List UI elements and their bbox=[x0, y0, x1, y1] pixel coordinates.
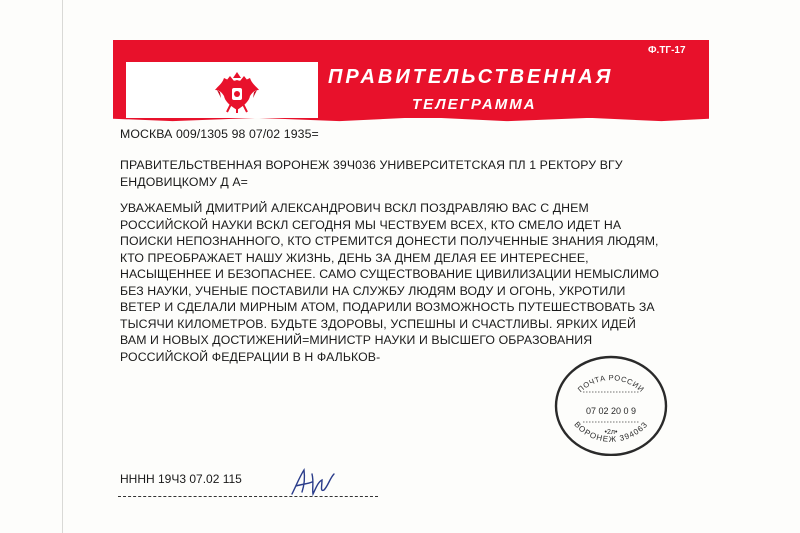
stamp-office: •2л• bbox=[604, 429, 618, 436]
stamp-date: 07 02 20 0 9 bbox=[585, 406, 637, 416]
stamp-bottom-text: ВОРОНЕЖ 394063 bbox=[572, 419, 650, 444]
sheet-edge bbox=[62, 0, 63, 533]
svg-text:ПОЧТА РОССИИ bbox=[576, 373, 646, 394]
post-office-stamp bbox=[553, 352, 669, 456]
telegram-title: ПРАВИТЕЛЬСТВЕННАЯ bbox=[328, 66, 614, 88]
telegram-footer-code: НННН 19Ч3 07.02 115 bbox=[120, 472, 242, 486]
telegram-header-line: МОСКВА 009/1305 98 07/02 1935= bbox=[120, 127, 319, 141]
russian-coat-of-arms-icon bbox=[212, 68, 262, 114]
signature-line bbox=[118, 496, 378, 497]
handwritten-signature bbox=[282, 460, 342, 500]
telegram-address: ПРАВИТЕЛЬСТВЕННАЯ ВОРОНЕЖ 39Ч036 УНИВЕРСИТЕТСКАЯ ПЛ 1 РЕКТОРУ ВГУ ЕНДОВИЦКОМУ Д А= bbox=[120, 158, 623, 189]
form-code: Ф.ТГ-17 bbox=[648, 45, 686, 56]
stamp-top-text: ПОЧТА РОССИИ bbox=[575, 373, 647, 395]
telegram-body: УВАЖАЕМЫЙ ДМИТРИЙ АЛЕКСАНДРОВИЧ ВСКЛ ПОЗДРАВЛЯЮ ВАС С ДНЕМ РОССИЙСКОЙ НАУКИ ВСКЛ СЕГОДНЯ МЫ ЧЕСТВУЕМ ВСЕХ, КТО СМЕЛО ИДЕТ НА ПОИСКИ НЕПОЗНАННОГО, КТО СТРЕМИТСЯ ДОНЕСТИ ПОЛУЧЕННЫЕ ЗНАНИЯ ЛЮДЯМ, КТО ПРЕОБРАЖАЕТ НАШУ ЖИЗНЬ, ДЕНЬ ЗА ДНЕМ ДЕЛАЯ ЕЕ ИНТЕРЕСНЕЕ, НАСЫЩЕННЕЕ И БЕЗОПАСНЕЕ. САМО СУЩЕСТВОВАНИЕ ЦИВИЛИЗАЦИИ НЕМЫСЛИМО БЕЗ НАУКИ, УЧЕНЫЕ ПОСТАВИЛИ НА СЛУЖБУ ЛЮДЯМ ВОДУ И ОГОНЬ, УКРОТИЛИ ВЕТЕР И СДЕЛАЛИ МИРНЫМ АТОМ, ПОДАРИЛИ ВОЗМОЖНОСТЬ ПУТЕШЕСТВОВАТЬ ЗА ТЫСЯЧИ КИЛОМЕТРОВ. БУДЬТЕ ЗДОРОВЫ, УСПЕШНЫ И СЧАСТЛИВЫ. ЯРКИХ ИДЕЙ ВАМ И НОВЫХ ДОСТИЖЕНИЙ=МИНИСТР НАУКИ И ВЫСШЕГО ОБРАЗОВАНИЯ РОССИЙСКОЙ ФЕДЕРАЦИИ В Н ФАЛЬКОВ- bbox=[120, 201, 660, 364]
telegram-subtitle: ТЕЛЕГРАММА bbox=[412, 96, 537, 113]
